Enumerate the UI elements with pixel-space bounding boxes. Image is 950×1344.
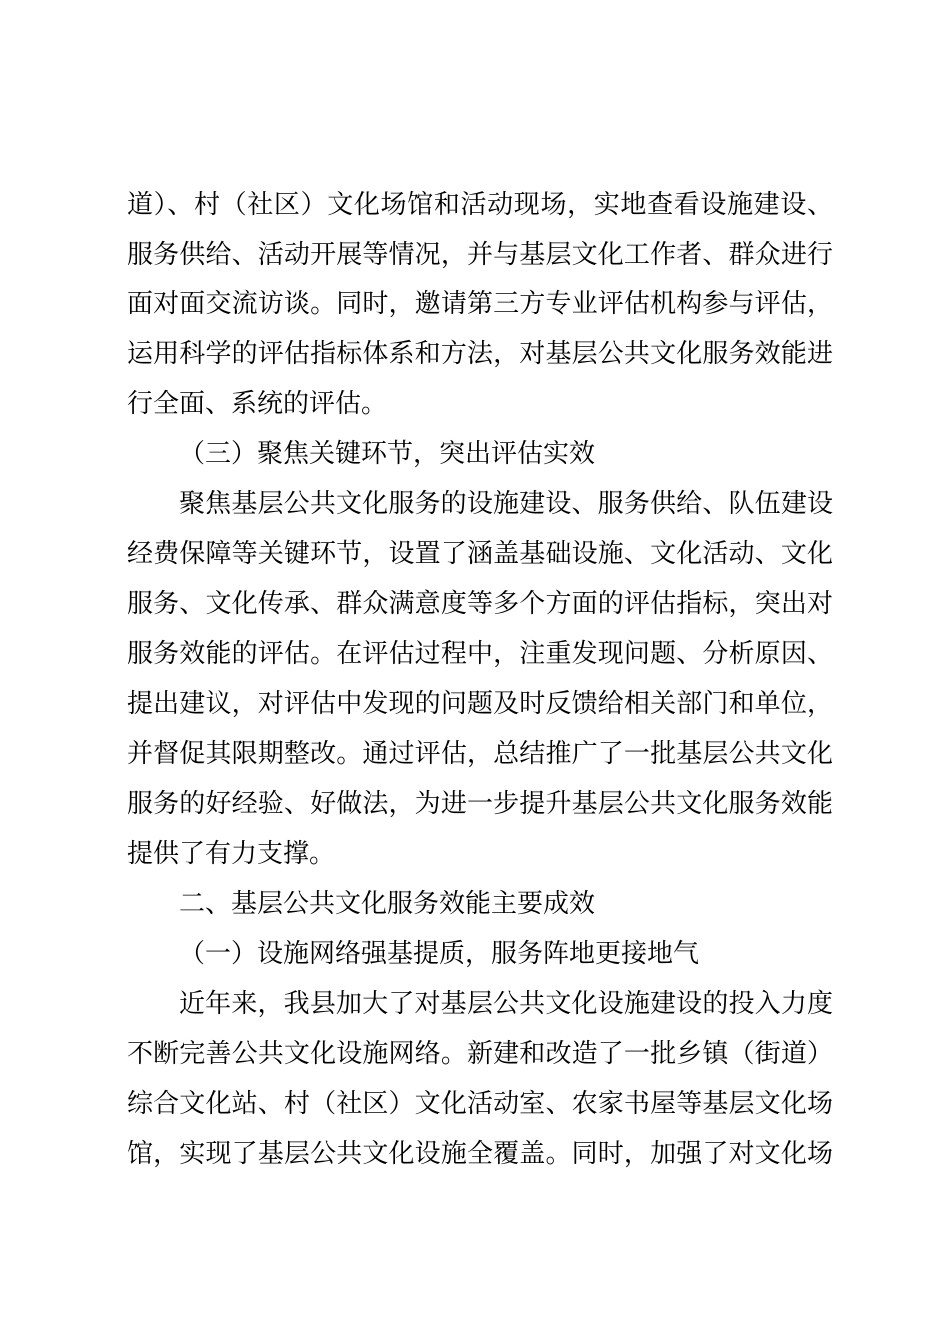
body-text-line: 不断完善公共文化设施网络。新建和改造了一批乡镇（街道） bbox=[127, 1039, 833, 1069]
section-heading: （一）设施网络强基提质，服务阵地更接地气 bbox=[179, 939, 700, 969]
body-text-line: 综合文化站、村（社区）文化活动室、农家书屋等基层文化场 bbox=[127, 1089, 833, 1119]
body-text-line: 经费保障等关键环节，设置了涵盖基础设施、文化活动、文化 bbox=[127, 539, 833, 569]
body-text-line: 馆，实现了基层公共文化设施全覆盖。同时，加强了对文化场 bbox=[127, 1139, 833, 1169]
section-heading: （三）聚焦关键环节，突出评估实效 bbox=[179, 439, 596, 469]
paragraph-first-line: 近年来，我县加大了对基层公共文化设施建设的投入力度 bbox=[179, 989, 833, 1019]
body-text-line: 提供了有力支撑。 bbox=[127, 839, 336, 869]
body-text-line: 服务供给、活动开展等情况，并与基层文化工作者、群众进行 bbox=[127, 240, 833, 270]
body-text-line: 服务效能的评估。在评估过程中，注重发现问题、分析原因、 bbox=[127, 639, 833, 669]
body-text-line: 道）、村（社区）文化场馆和活动现场，实地查看设施建设、 bbox=[127, 190, 833, 220]
body-text-line: 服务的好经验、好做法，为进一步提升基层公共文化服务效能 bbox=[127, 789, 833, 819]
body-text-line: 行全面、系统的评估。 bbox=[127, 389, 388, 419]
body-text-line: 提出建议，对评估中发现的问题及时反馈给相关部门和单位， bbox=[127, 689, 833, 719]
body-text-line: 服务、文化传承、群众满意度等多个方面的评估指标，突出对 bbox=[127, 589, 833, 619]
paragraph-first-line: 聚焦基层公共文化服务的设施建设、服务供给、队伍建设 bbox=[179, 489, 833, 519]
body-text-line: 面对面交流访谈。同时，邀请第三方专业评估机构参与评估， bbox=[127, 289, 833, 319]
body-text-line: 并督促其限期整改。通过评估，总结推广了一批基层公共文化 bbox=[127, 739, 833, 769]
body-text-line: 运用科学的评估指标体系和方法，对基层公共文化服务效能进 bbox=[127, 339, 833, 369]
chapter-heading: 二、基层公共文化服务效能主要成效 bbox=[179, 889, 596, 919]
